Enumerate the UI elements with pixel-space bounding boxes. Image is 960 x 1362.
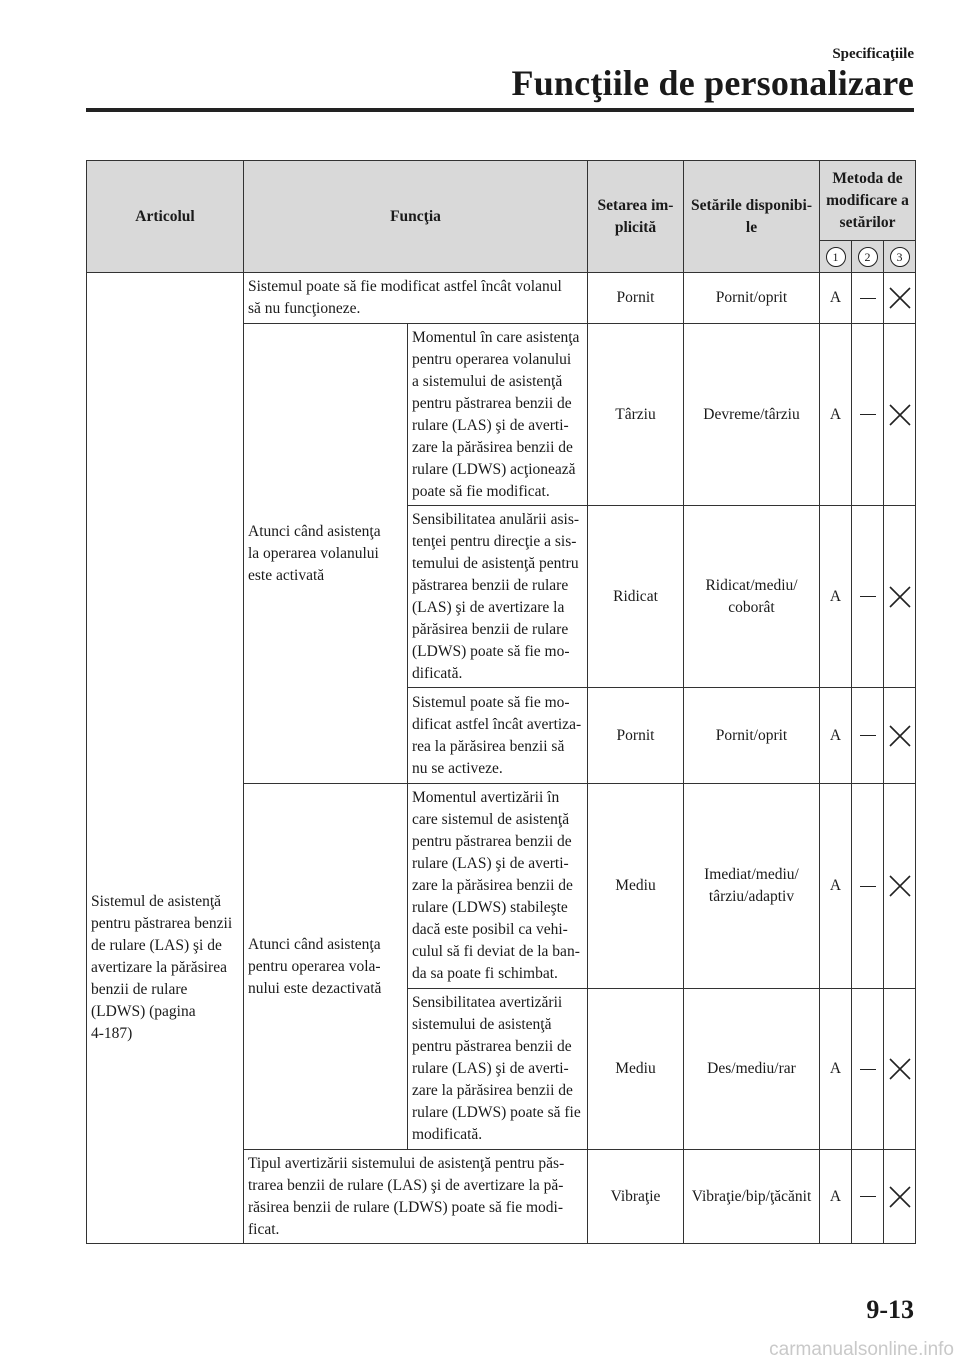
header-item: Articolul bbox=[87, 161, 244, 273]
page-title: Funcţiile de personalizare bbox=[511, 63, 914, 103]
available-values: Pornit/oprit bbox=[684, 688, 820, 784]
default-value: Pornit bbox=[588, 688, 684, 784]
method-3 bbox=[884, 506, 916, 688]
function-text: Sensibilitatea avertizării sistemului de asistenţă pentru păstrarea benzii de rulare (LAS) şi de averti- zare la părăsirea benzii de rulare (LDWS) poate să fie modificată. bbox=[408, 989, 588, 1150]
group-label-active: Atunci când asistenţa la operarea volanului este activată bbox=[244, 324, 408, 784]
method-3 bbox=[884, 1150, 916, 1244]
default-value: Ridicat bbox=[588, 506, 684, 688]
method-1: A bbox=[820, 324, 852, 506]
cross-icon bbox=[887, 402, 913, 428]
cross-icon bbox=[887, 873, 913, 899]
function-text: Momentul avertizării în care sistemul de asistenţă pentru păstrarea benzii de rulare (LAS) şi de averti- zare la părăsirea benzii de rulare (LDWS) stabileşte dacă este posibil ca vehi- culul să fi deviat de la ban- da sa poate fi schimbat. bbox=[408, 784, 588, 989]
method-1: A bbox=[820, 1150, 852, 1244]
available-values: Ridicat/mediu/ coborât bbox=[684, 506, 820, 688]
default-value: Mediu bbox=[588, 784, 684, 989]
default-value: Mediu bbox=[588, 989, 684, 1150]
cross-icon bbox=[887, 723, 913, 749]
method-col-1 bbox=[820, 241, 852, 273]
dash-mark bbox=[860, 414, 876, 415]
circle-number-3: 3 bbox=[890, 247, 910, 267]
dash-mark bbox=[860, 298, 876, 299]
dash-mark bbox=[860, 1069, 876, 1070]
method-2 bbox=[852, 989, 884, 1150]
method-3 bbox=[884, 324, 916, 506]
header-function: Funcţia bbox=[244, 161, 588, 273]
method-3 bbox=[884, 989, 916, 1150]
available-values: Des/mediu/rar bbox=[684, 989, 820, 1150]
function-text: Sensibilitatea anulării asis- tenţei pentru direcţie a sis- temului de asistenţă pentru păstrarea benzii de rulare (LAS) şi de avertizare la părăsirea benzii de rulare (LDWS) poate să fie mo- dificată. bbox=[408, 506, 588, 688]
available-values: Imediat/mediu/ târziu/adaptiv bbox=[684, 784, 820, 989]
method-2 bbox=[852, 688, 884, 784]
page-number: 9-13 bbox=[866, 1295, 914, 1324]
method-1: A bbox=[820, 273, 852, 324]
method-2 bbox=[852, 273, 884, 324]
cross-icon bbox=[887, 285, 913, 311]
method-2 bbox=[852, 1150, 884, 1244]
dash-mark bbox=[860, 596, 876, 597]
method-1: A bbox=[820, 688, 852, 784]
method-2 bbox=[852, 506, 884, 688]
method-col-2 bbox=[852, 241, 884, 273]
method-col-3 bbox=[884, 241, 916, 273]
default-value: Pornit bbox=[588, 273, 684, 324]
default-value: Târziu bbox=[588, 324, 684, 506]
item-label: Sistemul de asistenţă pentru păstrarea benzii de rulare (LAS) şi de avertizare la părăsirea benzii de rulare (LDWS) (pagina 4-187) bbox=[87, 273, 244, 1244]
method-2 bbox=[852, 324, 884, 506]
function-text: Sistemul poate să fie mo- dificat astfel încât avertiza- rea la părăsirea benzii să nu se activeze. bbox=[408, 688, 588, 784]
method-3 bbox=[884, 784, 916, 989]
method-1: A bbox=[820, 506, 852, 688]
watermark: carmanualsonline.info bbox=[769, 1339, 954, 1360]
dash-mark bbox=[860, 735, 876, 736]
circle-number-1: 1 bbox=[826, 247, 846, 267]
available-values: Vibraţie/bip/ţăcănit bbox=[684, 1150, 820, 1244]
cross-icon bbox=[887, 584, 913, 610]
available-values: Pornit/oprit bbox=[684, 273, 820, 324]
function-text: Tipul avertizării sistemului de asistenţă pentru păs- trarea benzii de rulare (LAS) şi de avertizare la pă- răsirea benzii de rulare (LDWS) poate să fie modi- ficat. bbox=[244, 1150, 588, 1244]
section-label: Specificaţiile bbox=[832, 46, 914, 62]
method-3 bbox=[884, 273, 916, 324]
cross-icon bbox=[887, 1184, 913, 1210]
dash-mark bbox=[860, 886, 876, 887]
method-2 bbox=[852, 784, 884, 989]
function-text: Momentul în care asistenţa pentru operarea volanului a sistemului de asistenţă pentru păstrarea benzii de rulare (LAS) şi de averti- zare la părăsirea benzii de rulare (LDWS) acţionează poate să fie modificat. bbox=[408, 324, 588, 506]
circle-number-2: 2 bbox=[858, 247, 878, 267]
settings-table bbox=[86, 160, 916, 1244]
group-label-inactive: Atunci când asistenţa pentru operarea vola- nului este dezactivată bbox=[244, 784, 408, 1150]
header-available: Setările disponibi- le bbox=[684, 161, 820, 273]
method-1: A bbox=[820, 989, 852, 1150]
header-default: Setarea im- plicită bbox=[588, 161, 684, 273]
method-1: A bbox=[820, 784, 852, 989]
available-values: Devreme/târziu bbox=[684, 324, 820, 506]
cross-icon bbox=[887, 1056, 913, 1082]
default-value: Vibraţie bbox=[588, 1150, 684, 1244]
header-method: Metoda de modificare a setărilor bbox=[820, 161, 916, 241]
function-text: Sistemul poate să fie modificat astfel încât volanul să nu funcţioneze. bbox=[244, 273, 588, 324]
method-3 bbox=[884, 688, 916, 784]
dash-mark bbox=[860, 1196, 876, 1197]
header-rule bbox=[86, 108, 914, 112]
